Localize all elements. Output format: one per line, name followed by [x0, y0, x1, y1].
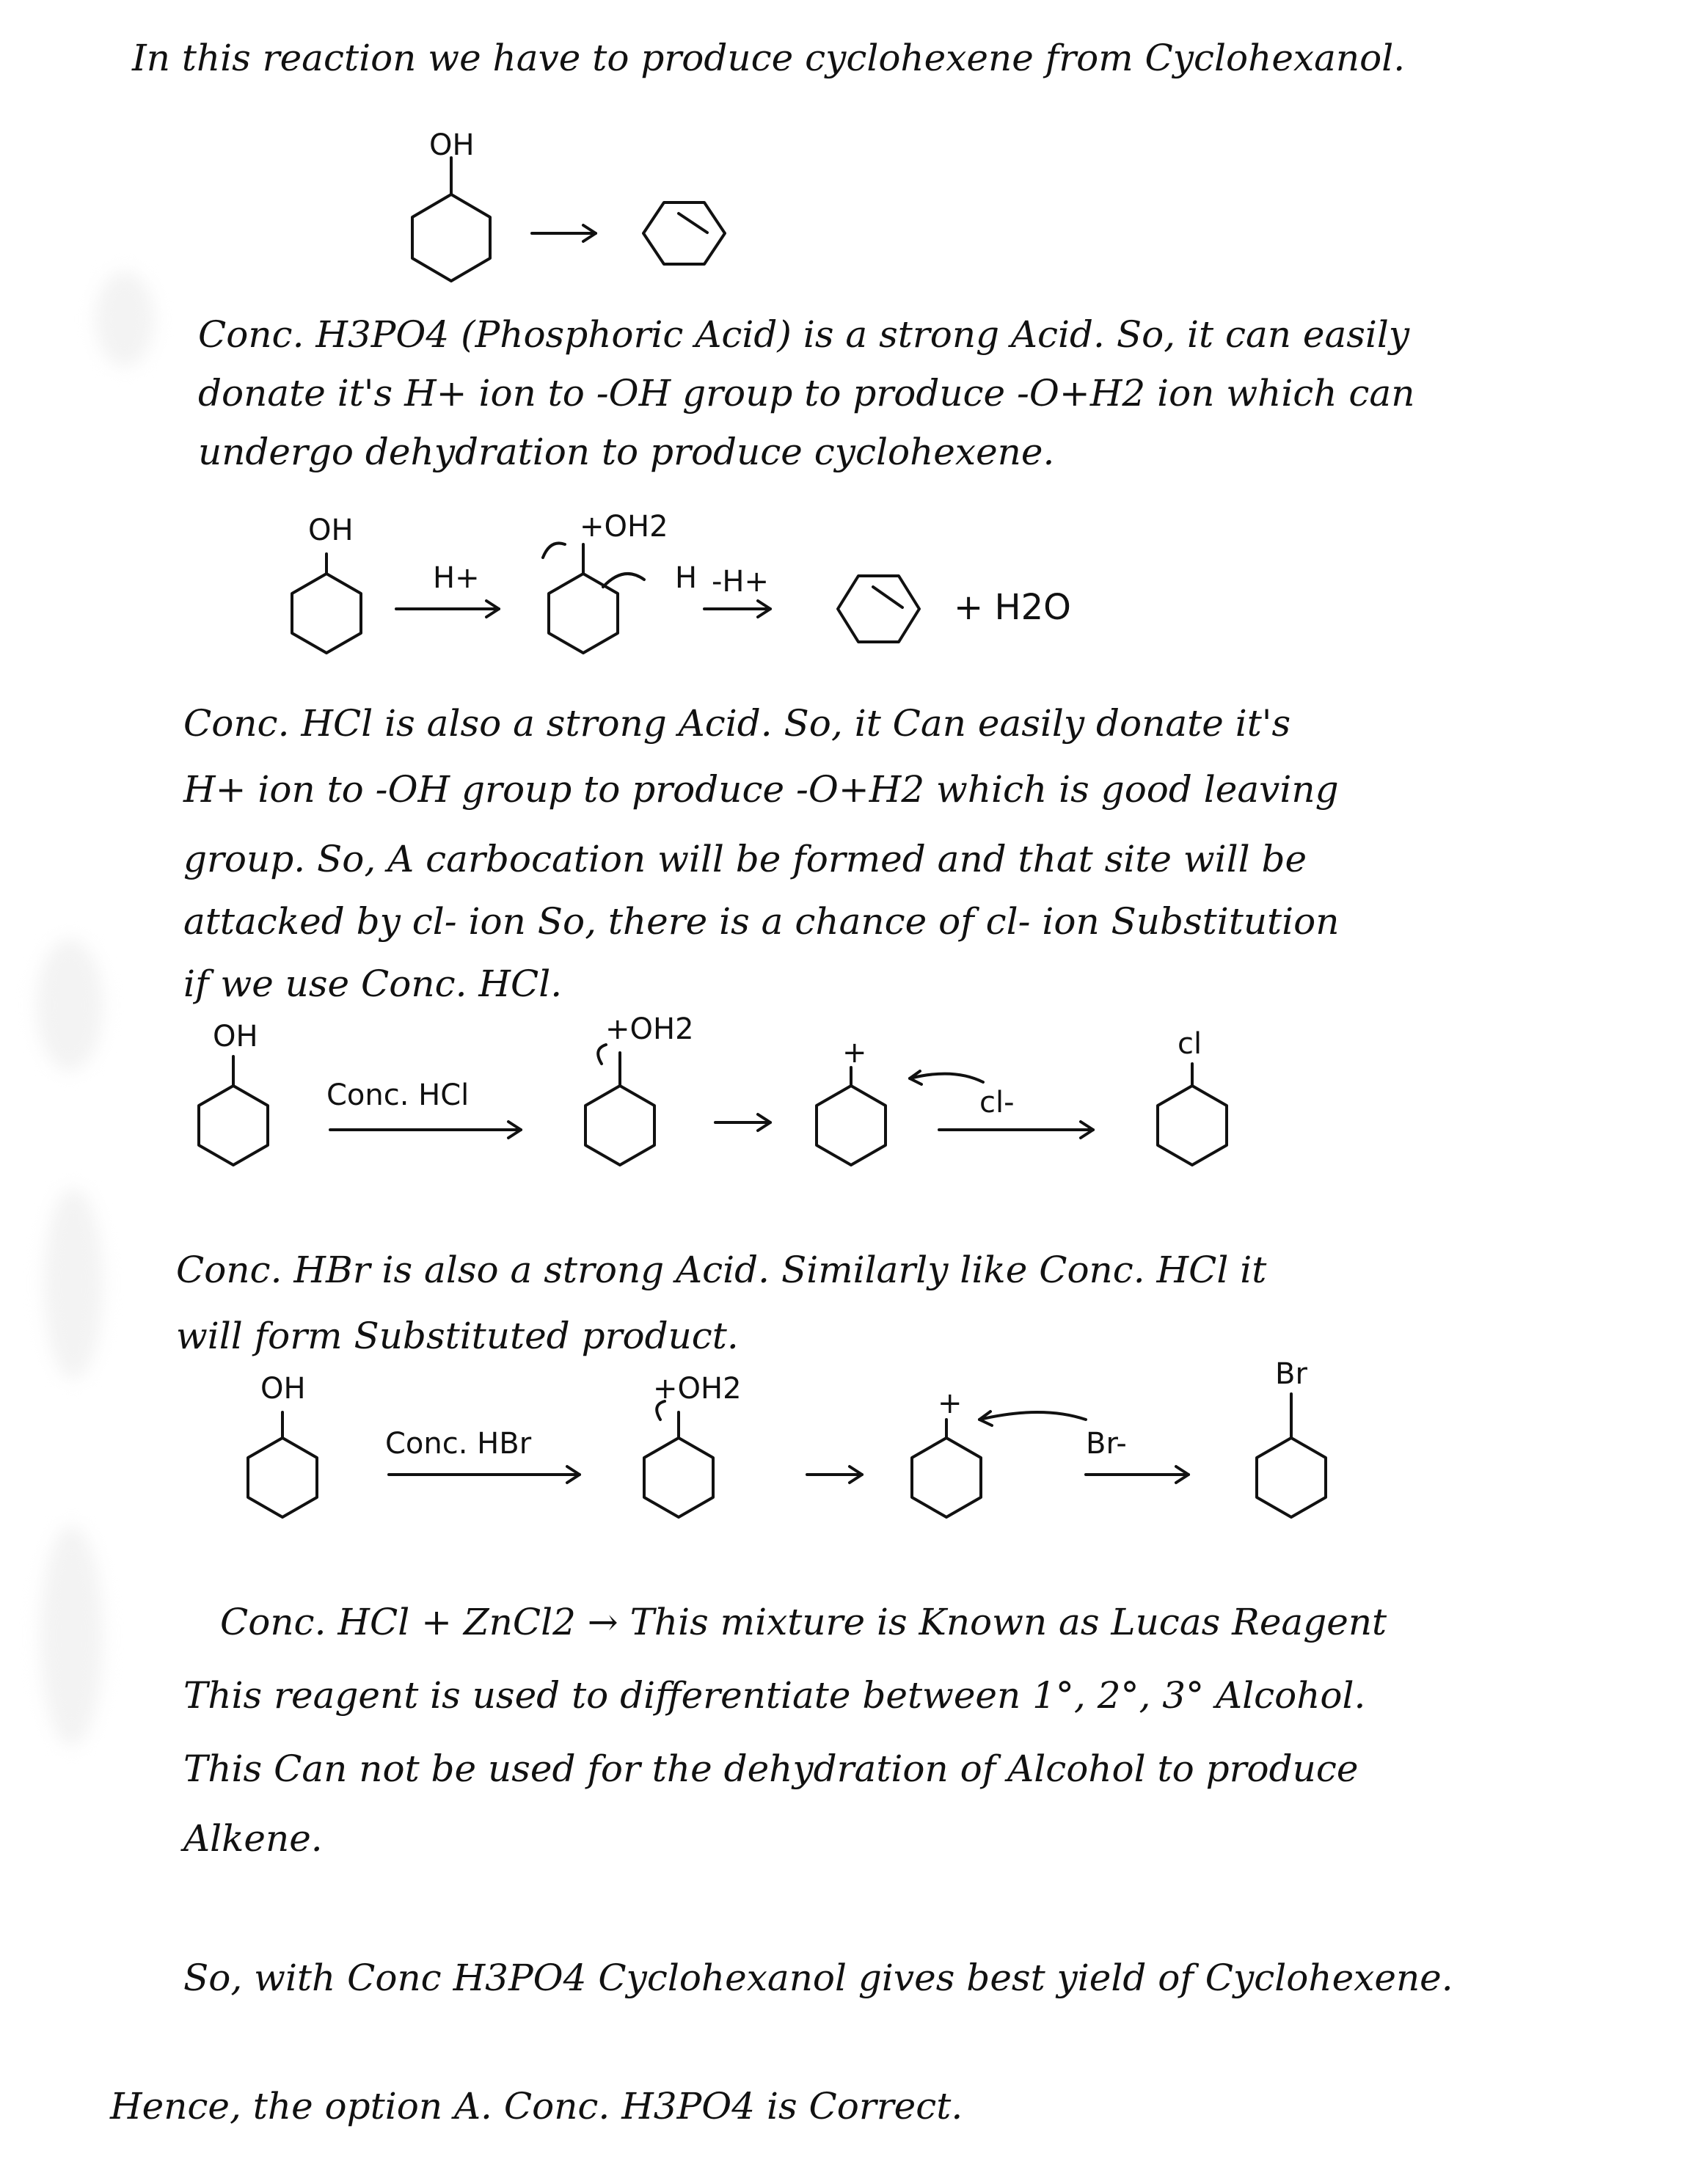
lucas-paragraph-line-4: Alkene. [183, 1817, 323, 1860]
scheme2-h-plus-label: H+ [433, 561, 480, 595]
intro-line: In this reaction we have to produce cyclohexene from Cyclohexanol. [132, 37, 1406, 79]
hcl-paragraph-line-5: if we use Conc. HCl. [183, 963, 563, 1005]
oxonium-intermediate-structure [644, 1401, 713, 1517]
scheme4-reagent-label: Conc. HBr [385, 1427, 532, 1461]
scheme3-plus-label: + [842, 1036, 867, 1070]
scheme3-cl-label: cl [1178, 1027, 1202, 1061]
scheme2-oh2-plus-label: +OH2 [580, 510, 668, 544]
hcl-paragraph-line-4: attacked by cl- ion So, there is a chance of cl- ion Substitution [183, 900, 1340, 943]
scheme1-oh-label: OH [429, 128, 475, 162]
answer-line: Hence, the option A. Conc. H3PO4 is Correct. [110, 2085, 963, 2128]
scheme3-cl-minus-label: cl- [979, 1086, 1015, 1120]
hcl-paragraph-line-3: group. So, A carbocation will be formed and that site will be [183, 838, 1307, 880]
nucleophile-curved-arrow [979, 1412, 1086, 1420]
h3po4-paragraph-line-2: donate it's H+ ion to -OH group to produce -O+H2 ion which can [198, 372, 1415, 414]
conclusion-line: So, with Conc H3PO4 Cyclohexanol gives best yield of Cyclohexene. [183, 1957, 1453, 1999]
hbr-paragraph-line-1: Conc. HBr is also a strong Acid. Similarly like Conc. HCl it [176, 1249, 1267, 1291]
scheme2-water-label: + H2O [954, 587, 1071, 628]
lucas-paragraph-line-2: This reagent is used to differentiate between 1°, 2°, 3° Alcohol. [183, 1674, 1366, 1717]
scheme2-oh-label: OH [308, 514, 354, 547]
loss-of-water-arrow [807, 1467, 862, 1483]
scheme4-br-label: Br [1275, 1357, 1307, 1391]
scheme4-plus-label: + [938, 1387, 963, 1420]
carbocation-structure [912, 1411, 1086, 1517]
reagent-arrow [389, 1467, 580, 1483]
scheme3-oh-label: OH [213, 1020, 258, 1053]
lucas-paragraph-line-1: Conc. HCl + ZnCl2 → This mixture is Known as Lucas Reagent [220, 1601, 1387, 1643]
h3po4-paragraph-line-1: Conc. H3PO4 (Phosphoric Acid) is a strong Acid. So, it can easily [198, 313, 1410, 356]
cyclohexanol-structure [248, 1412, 317, 1517]
scheme3-reagent-label: Conc. HCl [326, 1078, 470, 1112]
hbr-paragraph-line-2: will form Substituted product. [176, 1315, 739, 1357]
lucas-paragraph-line-3: This Can not be used for the dehydration of Alcohol to produce [183, 1747, 1359, 1790]
scheme2-minus-h-plus-label: -H+ [712, 565, 770, 599]
scheme3-oh2-plus-label: +OH2 [605, 1012, 694, 1046]
bromocyclohexane-structure [1257, 1394, 1326, 1517]
hcl-paragraph-line-2: H+ ion to -OH group to produce -O+H2 which is good leaving [183, 768, 1339, 811]
substitution-arrow [1086, 1467, 1189, 1483]
hcl-paragraph-line-1: Conc. HCl is also a strong Acid. So, it Can easily donate it's [183, 702, 1291, 745]
scheme4-br-minus-label: Br- [1086, 1427, 1127, 1461]
scheme2-h-label: H [675, 561, 698, 595]
scheme4-oh-label: OH [260, 1372, 306, 1406]
scheme4-oh2-plus-label: +OH2 [653, 1372, 742, 1406]
scan-smudge [40, 1526, 103, 1746]
h3po4-paragraph-line-3: undergo dehydration to produce cyclohexene. [198, 431, 1055, 473]
